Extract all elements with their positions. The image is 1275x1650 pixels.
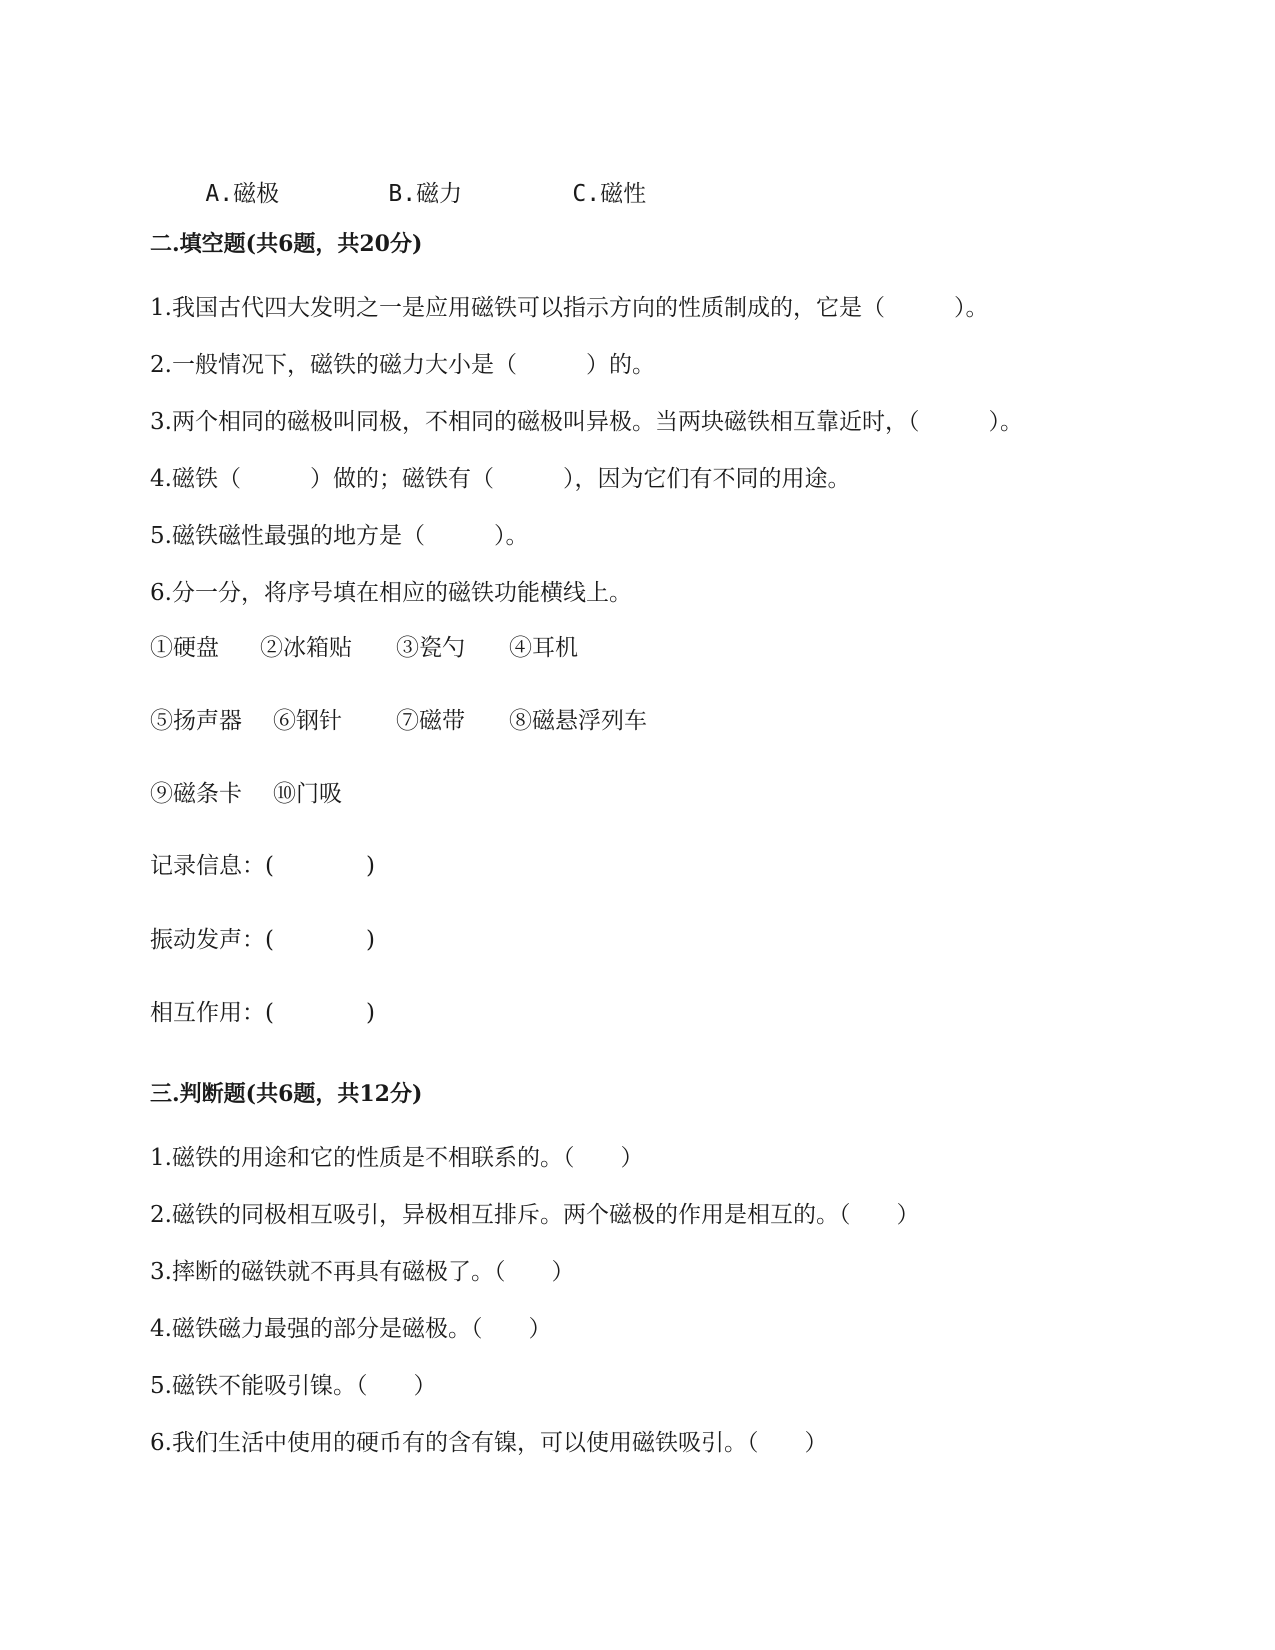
section3-heading: 三.判断题(共6题，共12分) [150, 1081, 423, 1107]
option-c-letter: C. [572, 181, 601, 207]
item-3: ③瓷勺 [396, 635, 465, 661]
category-record: 记录信息：( ) [150, 853, 375, 879]
fill-question-3: 3.两个相同的磁极叫同极，不相同的磁极叫异极。当两块磁铁相互靠近时，（ ）。 [150, 409, 1023, 435]
fill-question-1: 1.我国古代四大发明之一是应用磁铁可以指示方向的性质制成的，它是（ ）。 [150, 295, 989, 321]
judge-question-3: 3.摔断的磁铁就不再具有磁极了。（ ） [150, 1259, 575, 1285]
judge-question-1: 1.磁铁的用途和它的性质是不相联系的。（ ） [150, 1145, 644, 1171]
category-vibrate: 振动发声：( ) [150, 927, 375, 953]
option-a-letter: A. [205, 181, 234, 207]
item-8: ⑧磁悬浮列车 [509, 708, 647, 734]
item-5: ⑤扬声器 [150, 708, 242, 734]
option-c-text: 磁性 [600, 181, 647, 207]
option-c [517, 146, 646, 242]
fill-question-6: 6.分一分，将序号填在相应的磁铁功能横线上。 [150, 580, 632, 606]
option-b-text: 磁力 [416, 181, 463, 207]
judge-question-5: 5.磁铁不能吸引镍。（ ） [150, 1373, 437, 1399]
category-interact: 相互作用：( ) [150, 1000, 375, 1026]
item-2: ②冰箱贴 [260, 635, 352, 661]
option-a-text: 磁极 [233, 181, 280, 207]
item-6: ⑥钢针 [273, 708, 342, 734]
fill-question-5: 5.磁铁磁性最强的地方是（ ）。 [150, 523, 529, 549]
item-1: ①硬盘 [150, 635, 219, 661]
item-9: ⑨磁条卡 [150, 781, 242, 807]
judge-question-2: 2.磁铁的同极相互吸引，异极相互排斥。两个磁极的作用是相互的。（ ） [150, 1202, 920, 1228]
section2-heading: 二.填空题(共6题，共20分) [150, 231, 423, 257]
judge-question-6: 6.我们生活中使用的硬币有的含有镍，可以使用磁铁吸引。（ ） [150, 1430, 828, 1456]
fill-question-4: 4.磁铁（ ）做的；磁铁有（ ），因为它们有不同的用途。 [150, 466, 851, 492]
item-4: ④耳机 [509, 635, 578, 661]
judge-question-4: 4.磁铁磁力最强的部分是磁极。（ ） [150, 1316, 552, 1342]
option-b-letter: B. [388, 181, 417, 207]
item-7: ⑦磁带 [396, 708, 465, 734]
item-10: ⑩门吸 [273, 781, 342, 807]
fill-question-2: 2.一般情况下，磁铁的磁力大小是（ ）的。 [150, 352, 655, 378]
